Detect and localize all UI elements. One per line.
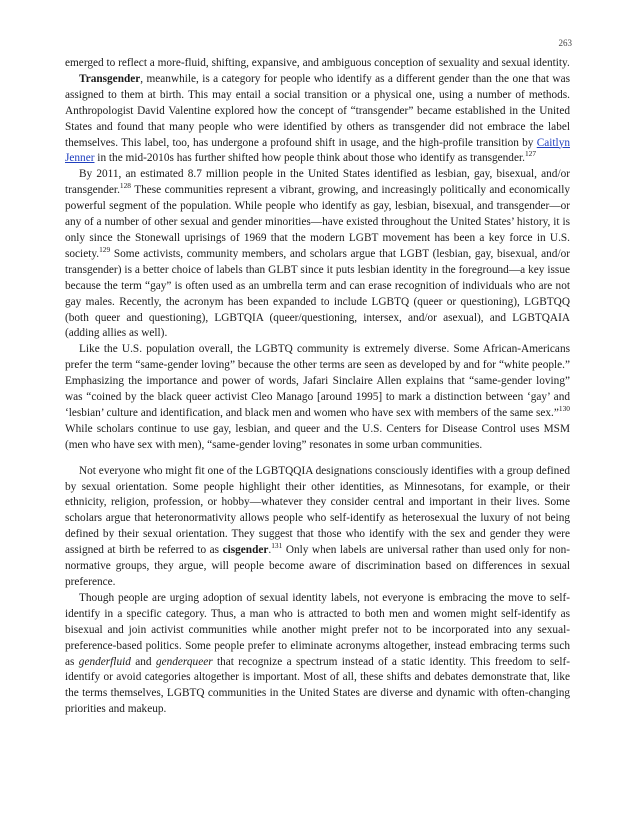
text-run: emerged to reflect a more-fluid, shifting, expansive, and ambiguous conception of sexuality and sexual identity. bbox=[65, 57, 570, 69]
text-run: These communities represent a vibrant, growing, and increasingly politically and economically powerful segment of the population. While people who identify as gay, lesbian, bisexual, and transgender—or any of a number of other sexual and gender minorities—have existed throughout the United States’ history, it is only since the Stonewall uprisings of 1969 that the modern LGBT movement has been a key force in U.S. society. bbox=[65, 184, 570, 260]
inline-link[interactable]: Caitlyn Jenner bbox=[65, 136, 570, 165]
text-run: in the mid-2010s has further shifted how people think about those who identify as transgender. bbox=[94, 152, 525, 165]
text-run: By 2011, an estimated 8.7 million people in the United States identified as lesbian, gay, bisexual, and/or transgender. bbox=[65, 168, 570, 197]
footnote-ref[interactable]: 130 bbox=[558, 404, 570, 414]
text-run: and bbox=[130, 655, 156, 668]
paragraph bbox=[65, 342, 570, 453]
text-run: While scholars continue to use gay, lesbian, and queer and the U.S. Centers for Disease Control uses MSM (men who have sex with men), “same-gender loving” resonates in some urban communities. bbox=[65, 422, 570, 451]
footnote-ref[interactable]: 131 bbox=[271, 541, 283, 551]
paragraph bbox=[65, 56, 570, 72]
paragraph bbox=[65, 591, 570, 718]
text-run: Some activists, community members, and scholars argue that LGBT (lesbian, gay, bisexual, and/or transgender) is a better choice of labels than GLBT since it puts lesbian identity in the foreground—a key issue because the term “gay” is often used as an umbrella term and can erase recognition of individuals who are not gay males. Recently, the acronym has been expanded to include LGBTQ (queer or questioning), LGBTQQ (both queer and questioning), LGBTQIA (queer/questioning, intersex, and/or asexual), and LGBTQAIA (adding allies as well). bbox=[65, 247, 570, 340]
footnote-ref[interactable]: 128 bbox=[119, 181, 131, 191]
paragraph bbox=[65, 167, 570, 342]
term-bold: cisgender bbox=[222, 544, 269, 557]
text-run: Only when labels are universal rather than used only for non-normative groups, they argue, will people become aware of discrimination based on differences in sexual preference. bbox=[65, 544, 571, 588]
text-run: Not everyone who might fit one of the LGBTQQIA designations consciously identifies with a group defined by sexual orientation. Some people highlight their other identities, as Minnesotans, for example, or their ethnicity, religion, profession, or hobby—whatever they consider central and important in their lives. Some scholars argue that heteronormativity allows people who self-identify as heterosexual the luxury of not being defined by their sexual orientation. They suggest that those who identify with the sex and gender they were assigned at birth be referred to as bbox=[65, 464, 570, 557]
text-run: that recognize a spectrum instead of a static identity. This freedom to self-identify or avoid categories altogether is important. Most of all, these shifts and debates demonstrate that, like the terms themselves, LGBTQ communities in the United States are diverse and dynamic with often-changing priorities and makeup. bbox=[65, 655, 570, 716]
paragraph bbox=[65, 72, 570, 167]
text-run: Like the U.S. population overall, the LGBTQ community is extremely diverse. Some African-Americans prefer the term “same-gender loving” because the other terms are seen as developed by and for “white people.” Emphasizing the importance and power of words, Jafari Sinclaire Allen explains that “same-gender loving” was “coined by the black queer activist Cleo Manago [around 1995] to mark a distinction between ‘gay’ and ‘lesbian’ culture and identification, and black men and women who have sex with members of the same sex.” bbox=[65, 343, 570, 419]
term-italic: genderqueer bbox=[155, 655, 213, 668]
footnote-ref[interactable]: 129 bbox=[99, 245, 111, 255]
page-number: 263 bbox=[558, 38, 572, 48]
footnote-ref[interactable]: 127 bbox=[524, 149, 537, 159]
text-run: , meanwhile, is a category for people who identify as a different gender than the one that was assigned to them at birth. This may entail a social transition or a physical one, using a number of methods. Anthropologist David Valentine explored how the concept of “transgender” became established in the United States and found that many people who were identified by others as transgender did not embrace the label themselves. This label, too, has undergone a profound shift in usage, and the high-profile transition by bbox=[65, 72, 570, 149]
term-bold: Transgender bbox=[79, 72, 141, 85]
text-run: Though people are urging adoption of sexual identity labels, not everyone is embracing the move to self-identify in a specific category. Thus, a man who is attracted to both men and women might self-identify as bisexual and join activist communities while another might prefer not to be incorporated into any sexual-preference-based politics. Some people prefer to eliminate acronyms altogether, instead embracing terms such as bbox=[65, 591, 570, 668]
text-run: . bbox=[268, 544, 272, 557]
term-italic: genderfluid bbox=[78, 655, 131, 668]
paragraph bbox=[65, 464, 570, 591]
body-text bbox=[65, 56, 570, 718]
